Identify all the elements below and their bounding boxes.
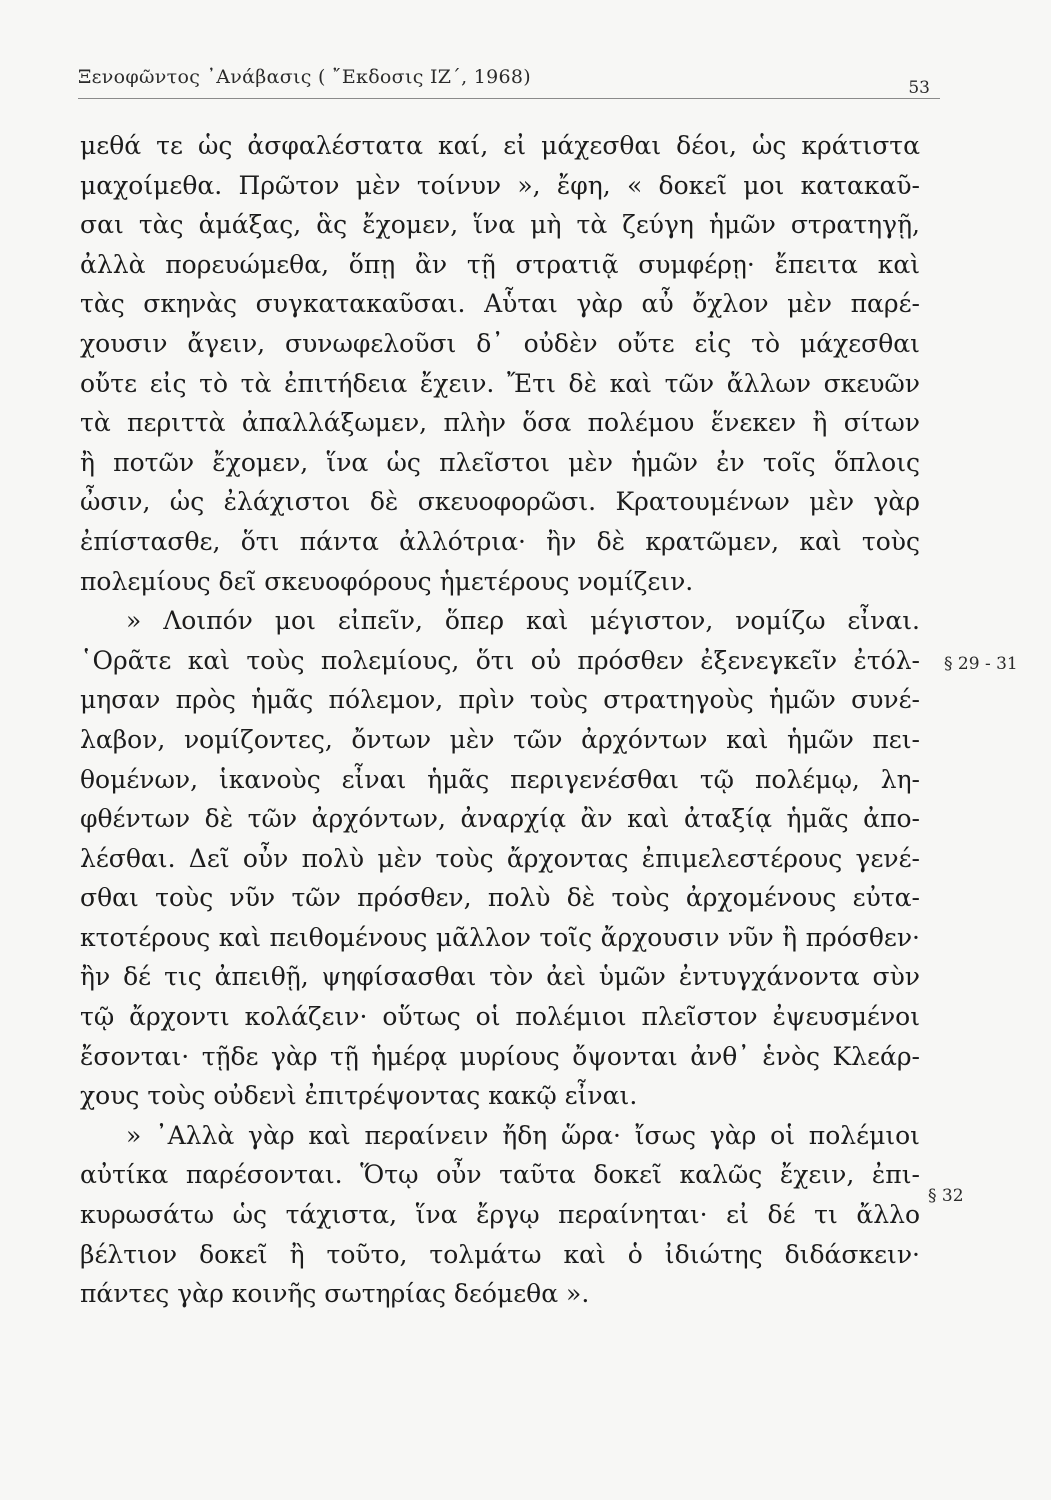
text-line: οὔτε εἰς τὸ τὰ ἐπιτήδεια ἔχειν. Ἔτι δὲ καὶ τῶν ἄλλων σκευῶν	[80, 368, 920, 398]
text-line: ἢν δέ τις ἀπειθῇ, ψηφίσασθαι τὸν ἀεὶ ὑμῶν ἐντυγχάνοντα σὺν	[80, 962, 920, 992]
text-line: λαβον, νομίζοντες, ὄντων μὲν τῶν ἀρχόντων καὶ ἡμῶν πει-	[80, 724, 920, 754]
text-line: λέσθαι. Δεῖ οὖν πολὺ μὲν τοὺς ἄρχοντας ἐπιμελεστέρους γενέ-	[80, 843, 920, 873]
text-line: φθέντων δὲ τῶν ἀρχόντων, ἀναρχίᾳ ἂν καὶ ἀταξίᾳ ἡμᾶς ἀπο-	[80, 804, 920, 834]
text-line: βέλτιον δοκεῖ ἢ τοῦτο, τολμάτω καὶ ὁ ἰδιώτης διδάσκειν·	[80, 1239, 920, 1269]
text-line: μησαν πρὸς ἡμᾶς πόλεμον, πρὶν τοὺς στρατηγοὺς ἡμῶν συνέ-	[80, 685, 920, 715]
text-line: ῾Ορᾶτε καὶ τοὺς πολεμίους, ὅτι οὐ πρόσθεν ἐξενεγκεῖν ἐτόλ-	[80, 645, 920, 675]
text-line: μαχοίμεθα. Πρῶτον μὲν τοίνυν », ἔφη, « δοκεῖ μοι κατακαῦ-	[80, 170, 920, 200]
body-text	[80, 126, 920, 1314]
text-line: αὐτίκα παρέσονται. Ὅτῳ οὖν ταῦτα δοκεῖ καλῶς ἔχειν, ἐπι-	[80, 1160, 920, 1190]
text-line: τὰς σκηνὰς συγκατακαῦσαι. Αὗται γὰρ αὖ ὄχλον μὲν παρέ-	[80, 289, 920, 319]
margin-note-section: § 32	[928, 1186, 964, 1206]
text-line: πολεμίους δεῖ σκευοφόρους ἡμετέρους νομίζειν.	[80, 566, 694, 596]
text-line: ἔσονται· τῇδε γὰρ τῇ ἡμέρᾳ μυρίους ὄψονται ἀνθ᾿ ἑνὸς Κλεάρ-	[80, 1041, 920, 1071]
text-line: » Λοιπόν μοι εἰπεῖν, ὅπερ καὶ μέγιστον, νομίζω εἶναι.	[126, 606, 920, 636]
text-line: ἢ ποτῶν ἔχομεν, ἵνα ὡς πλεῖστοι μὲν ἡμῶν ἐν τοῖς ὅπλοις	[80, 447, 920, 477]
text-line: πάντες γὰρ κοινῆς σωτηρίας δεόμεθα ».	[80, 1279, 590, 1309]
text-line: ἀλλὰ πορευώμεθα, ὅπῃ ἂν τῇ στρατιᾷ συμφέρῃ· ἔπειτα καὶ	[80, 249, 920, 279]
margin-note-section: § 29 - 31	[944, 654, 1018, 674]
page-number: 53	[908, 78, 930, 98]
text-line: τὰ περιττὰ ἀπαλλάξωμεν, πλὴν ὅσα πολέμου ἕνεκεν ἢ σίτων	[80, 408, 920, 438]
text-line: σθαι τοὺς νῦν τῶν πρόσθεν, πολὺ δὲ τοὺς ἀρχομένους εὐτα-	[80, 883, 920, 913]
text-line: χους τοὺς οὐδενὶ ἐπιτρέψοντας κακῷ εἶναι.	[80, 1081, 638, 1111]
text-line: κτοτέρους καὶ πειθομένους μᾶλλον τοῖς ἄρχουσιν νῦν ἢ πρόσθεν·	[80, 922, 920, 952]
text-line: μεθά τε ὡς ἀσφαλέστατα καί, εἰ μάχεσθαι δέοι, ὡς κράτιστα	[80, 131, 920, 160]
text-line: θομένων, ἱκανοὺς εἶναι ἡμᾶς περιγενέσθαι τῷ πολέμῳ, λη-	[80, 764, 920, 794]
text-line: » ᾿Αλλὰ γὰρ καὶ περαίνειν ἤδη ὥρα· ἴσως γὰρ οἱ πολέμιοι	[126, 1120, 920, 1150]
text-line: τῷ ἄρχοντι κολάζειν· οὕτως οἱ πολέμιοι πλεῖστον ἐψευσμένοι	[80, 1002, 920, 1032]
header-title: Ξενοφῶντος ᾿Ανάβασις ( ῎Εκδοσις ΙΖ΄, 1968)	[78, 66, 532, 88]
text-line: σαι τὰς ἁμάξας, ἃς ἔχομεν, ἵνα μὴ τὰ ζεύγη ἡμῶν στρατηγῇ,	[80, 210, 920, 240]
text-line: ἐπίστασθε, ὅτι πάντα ἀλλότρια· ἢν δὲ κρατῶμεν, καὶ τοὺς	[80, 526, 920, 556]
text-line: κυρωσάτω ὡς τάχιστα, ἵνα ἔργῳ περαίνηται· εἰ δέ τι ἄλλο	[80, 1200, 920, 1230]
text-line: ὦσιν, ὡς ἐλάχιστοι δὲ σκευοφορῶσι. Κρατουμένων μὲν γὰρ	[80, 487, 920, 517]
running-header	[78, 66, 940, 99]
text-line: χουσιν ἄγειν, συνωφελοῦσι δ᾿ οὐδὲν οὔτε εἰς τὸ μάχεσθαι	[80, 328, 920, 358]
